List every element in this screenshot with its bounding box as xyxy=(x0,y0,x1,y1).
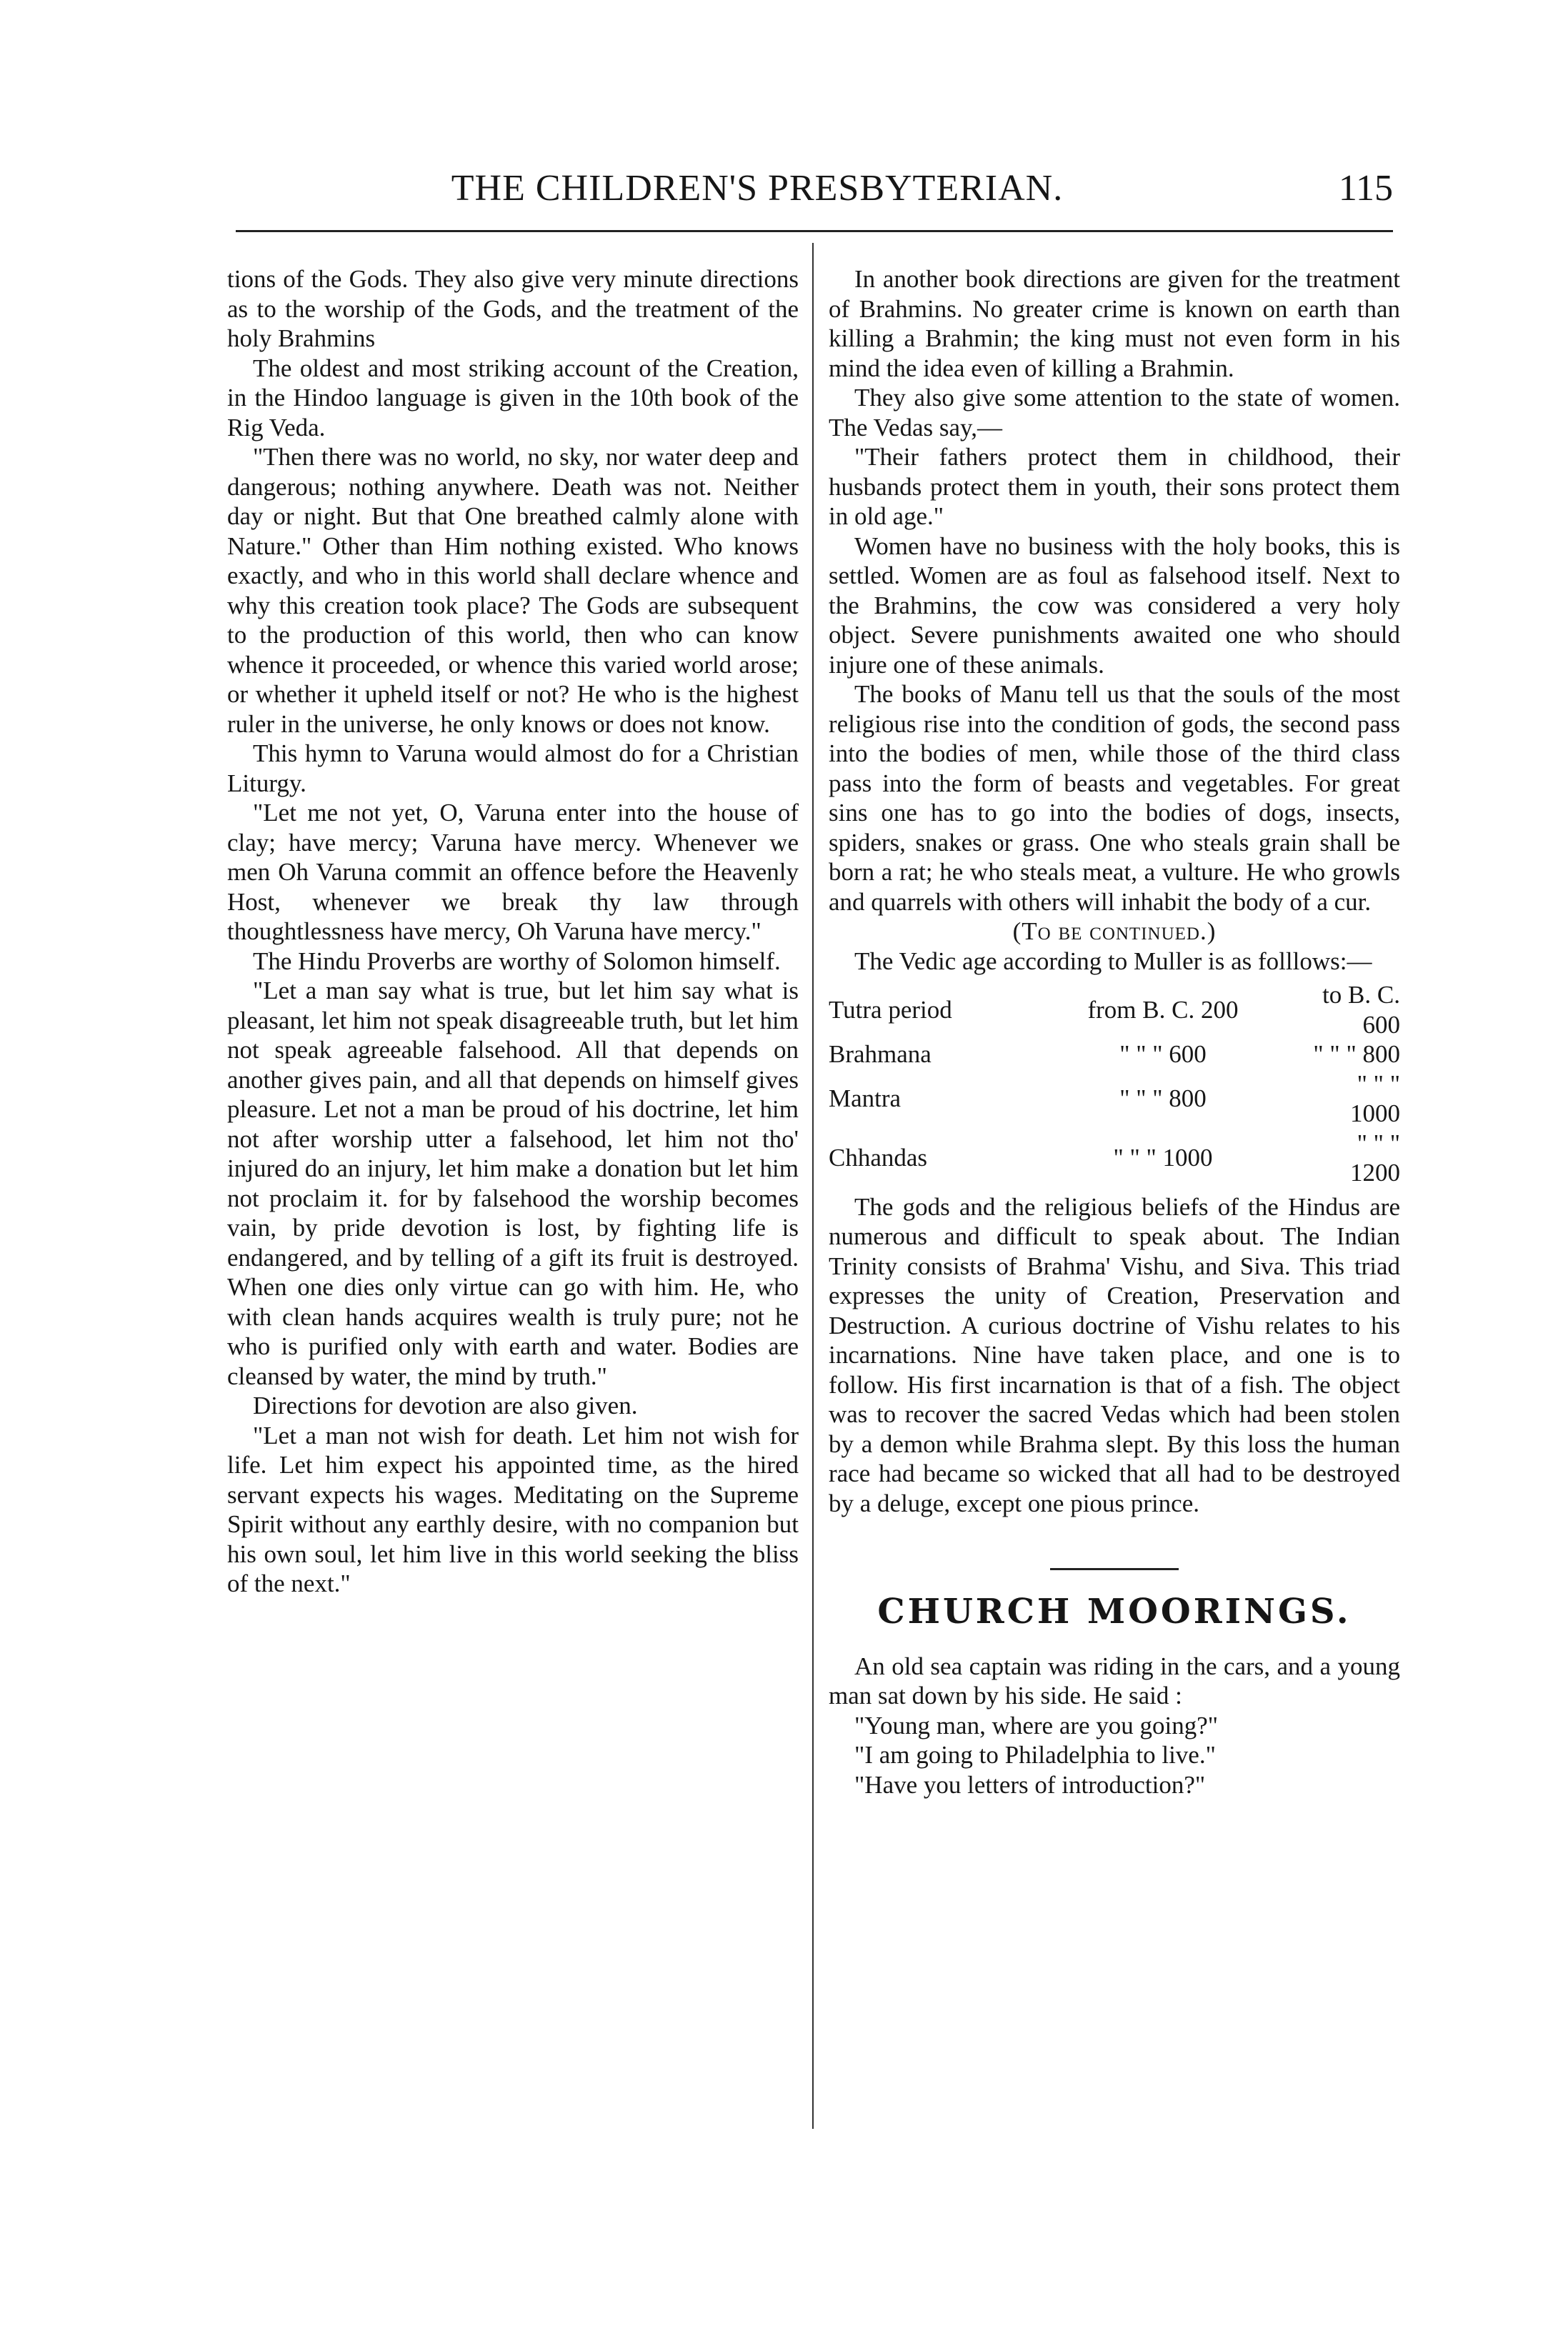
period-name: Chhandas xyxy=(829,1144,928,1172)
page-number: 115 xyxy=(1338,168,1393,209)
paragraph: This hymn to Varuna would almost do for a Christian Liturgy. xyxy=(227,739,799,797)
paragraph: In another book directions are given for the treatment of Brahmins. No greater crime is known on earth than killing a Brahmin; the king must not even form in his mind the idea even of killing a Brahmin. xyxy=(829,265,1400,382)
period-from: from B. C. 200 xyxy=(1087,995,1239,1024)
paragraph: The Hindu Proverbs are worthy of Solomon himself. xyxy=(253,947,781,975)
paragraph: "I am going to Philadelphia to live." xyxy=(854,1741,1216,1769)
left-column xyxy=(227,264,799,1599)
section-rule xyxy=(1050,1568,1179,1570)
table-row xyxy=(829,980,1400,1039)
period-from: " " " 1000 xyxy=(1113,1144,1213,1172)
period-to: to B. C. 600 xyxy=(1322,981,1400,1039)
paragraph: "Let a man say what is true, but let him say what is pleasant, let him not speak disagreeable truth, but let him not speak agreeable falsehood. All that depends on another gives pain, and all that depends on himself gives pleasure. Let not a man be proud of his doctrine, let him not after worship utter a falsehood, let him not tho' injured do an injury, let him make a donation but let him not proclaim it. for by falsehood the worship becomes vain, by pride devotion is lost, by fighting life is endangered, and by telling of a gift its fruit is destroyed. When one dies only virtue can go with him. He, who with clean hands acquires wealth is truly pure; not he who is purified only with earth and water. Bodies are cleansed by water, the mind by truth." xyxy=(227,977,799,1390)
header-rule xyxy=(236,230,1393,232)
section-heading: CHURCH MOORINGS. xyxy=(877,1592,1352,1632)
period-name: Brahmana xyxy=(829,1040,932,1068)
paragraph: The oldest and most striking account of the Creation, in the Hindoo language is given in the 10th book of the Rig Veda. xyxy=(227,354,799,441)
paragraph: "Have you letters of introduction?" xyxy=(854,1770,1206,1799)
period-to: " " " 1000 xyxy=(1350,1069,1400,1127)
running-title: THE CHILDREN'S PRESBYTERIAN. xyxy=(451,168,1064,209)
period-from: " " " 800 xyxy=(1119,1084,1207,1113)
paragraph: "Young man, where are you going?" xyxy=(854,1711,1219,1739)
period-from: " " " 600 xyxy=(1119,1040,1207,1068)
paragraph: "Then there was no world, no sky, nor water deep and dangerous; nothing anywhere. Death was not. Neither day or night. But that One breathed calmly alone with Nature." Other than Him nothing existed. Who knows exactly, and who in this world shall declare whence and why this creation took place? The Gods are subsequent to the production of this world, then who can know whence it proceeded, or whence this varied world arose; or whether it upheld itself or not? He who is the highest ruler in the universe, he only knows or does not know. xyxy=(227,443,799,738)
paragraph: The Vedic age according to Muller is as folllows:— xyxy=(854,947,1372,975)
paragraph: Women have no business with the holy books, this is settled. Women are as foul as falsehood itself. Next to the Brahmins, the cow was considered a very holy object. Severe punishments awaited one who should injure one of these animals. xyxy=(829,531,1400,679)
period-to: " " " 800 xyxy=(1313,1040,1400,1068)
period-to: " " " 1200 xyxy=(1350,1129,1400,1187)
period-name: Mantra xyxy=(829,1084,902,1113)
page-header xyxy=(236,163,1393,220)
table-row xyxy=(829,1039,1400,1069)
vedic-periods-table xyxy=(829,980,1400,1188)
paragraph: An old sea captain was riding in the cars, and a young man sat down by his side. He said : xyxy=(829,1652,1400,1709)
table-row xyxy=(829,1129,1400,1188)
paragraph: The books of Manu tell us that the souls of the most religious rise into the condition of gods, the second pass into the bodies of men, while those of the third class pass into the form of beasts and vegetables. For great sins one has to go into the bodies of dogs, insects, spiders, snakes or grass. One who steals grain shall be born a rat; he who steals meat, a vulture. He who growls and quarrels with others will inhabit the body of a cur. xyxy=(829,680,1400,916)
column-divider xyxy=(812,243,814,2129)
paragraph: Directions for devotion are also given. xyxy=(253,1392,638,1419)
paragraph: "Let a man not wish for death. Let him not wish for life. Let him expect his appointed time, as the hired servant expects his wages. Meditating on the Supreme Spirit without any earthly desire, with no companion but his own soul, let him live in this world seeking the bliss of the next." xyxy=(227,1421,799,1597)
paragraph: tions of the Gods. They also give very minute directions as to the worship of the Gods, and the treatment of the holy Brahmins xyxy=(227,265,799,352)
to-be-continued-note: (To be continued.) xyxy=(1012,917,1217,945)
table-row xyxy=(829,1069,1400,1129)
paragraph: "Their fathers protect them in childhood, their husbands protect them in youth, their sons protect them in old age." xyxy=(829,443,1400,530)
right-column xyxy=(829,264,1400,1800)
period-name: Tutra period xyxy=(829,995,952,1024)
paragraph: They also give some attention to the state of women. The Vedas say,— xyxy=(829,384,1400,441)
paragraph: "Let me not yet, O, Varuna enter into the house of clay; have mercy; Varuna have mercy. Whenever we men Oh Varuna commit an offence before the Heavenly Host, whenever we break thy law through thoughtlessness have mercy, Oh Varuna have mercy." xyxy=(227,799,799,945)
paragraph: The gods and the religious beliefs of the Hindus are numerous and difficult to speak about. The Indian Trinity consists of Brahma' Vishu, and Siva. This triad expresses the unity of Creation, Preservation and Destruction. A curious doctrine of Vishu relates to his incarnations. Nine have taken place, and one is to follow. His first incarnation is that of a fish. The object was to recover the sacred Vedas which had been stolen by a demon while Brahma slept. By this loss the human race had became so wicked that all had to be destroyed by a deluge, except one pious prince. xyxy=(829,1192,1400,1517)
